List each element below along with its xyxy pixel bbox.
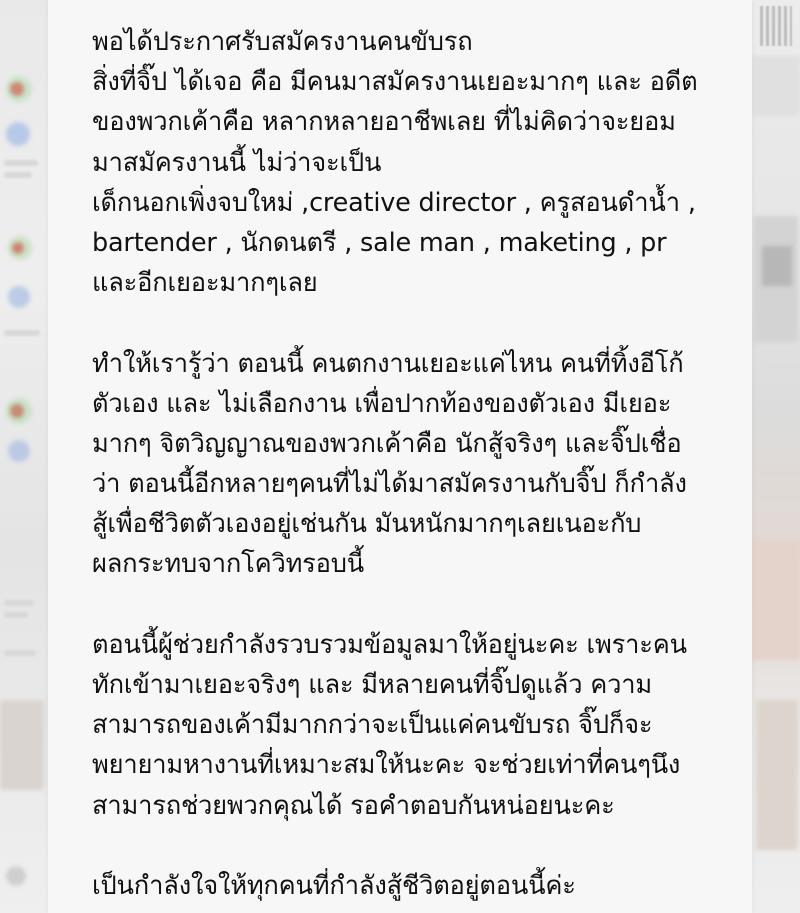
note-line: สิ่งที่จิ๊ป ได้เจอ คือ มีคนมาสมัครงานเยอะมากๆ และ อดีต — [92, 67, 698, 98]
background-text-bar — [4, 160, 38, 166]
note-body — [92, 22, 742, 906]
avatar-icon — [8, 440, 30, 462]
paragraph-gap — [92, 585, 742, 625]
note-line: bartender , นักดนตรี , sale man , maketing , pr — [92, 227, 667, 258]
note-line: ตัวเอง และ ไม่เลือกงาน เพื่อปากท้องของตัวเอง มีเยอะ — [92, 388, 672, 419]
background-image-block — [752, 56, 800, 116]
note-line: สามารถของเค้ามีมากกว่าจะเป็นแค่คนขับรถ จิ๊ปก็จะ — [92, 710, 653, 741]
qr-code-icon — [760, 6, 792, 46]
background-text-bar — [4, 172, 32, 178]
paragraph-gap — [92, 303, 742, 343]
note-line: สู้เพื่อชีวิตตัวเองอยู่เช่นกัน มันหนักมากๆเลยเนอะกับ — [92, 509, 642, 540]
note-line: เป็นกำลังใจให้ทุกคนที่กำลังสู้ชีวิตอยู่ตอนนี้ค่ะ — [92, 870, 576, 901]
note-line: มาสมัครงานนี้ ไม่ว่าจะเป็น — [92, 147, 382, 178]
note-line: และอีกเยอะมากๆเลย — [92, 268, 318, 299]
background-text-bar — [4, 330, 40, 336]
note-line: พยายามหางานที่เหมาะสมให้นะคะ จะช่วยเท่าที่คนๆนึง — [92, 750, 681, 781]
note-line: ทำให้เรารู้ว่า ตอนนี้ คนตกงานเยอะแค่ไหน คนที่ทิ้งอีโก้ — [92, 348, 684, 379]
note-line: สามารถช่วยพวกคุณได้ รอคำตอบกันหน่อยนะคะ — [92, 790, 615, 821]
paragraph-gap — [92, 826, 742, 866]
avatar-icon — [6, 122, 30, 146]
note-line: มากๆ จิตวิญญาณของพวกเค้าคือ นักสู้จริงๆ และจิ๊ปเชื่อ — [92, 428, 682, 459]
note-line: เด็กนอกเพิ่งจบใหม่ ,creative director , ครูสอนดำน้ำ , — [92, 187, 696, 218]
background-image-block — [762, 246, 792, 286]
avatar-icon — [8, 286, 30, 308]
note-line: ทักเข้ามาเยอะจริงๆ และ มีหลายคนที่จิ๊ปดูแล้ว ความ — [92, 670, 652, 700]
background-image-block — [752, 540, 800, 660]
background-feed-left — [0, 0, 48, 913]
background-image-block — [756, 700, 798, 850]
background-text-bar — [4, 612, 28, 618]
background-text-bar — [4, 600, 34, 606]
avatar-icon — [6, 866, 26, 886]
note-line: ของพวกเค้าคือ หลากหลายอาชีพเลย ที่ไม่คิดว่าจะยอม — [92, 107, 676, 138]
avatar-icon — [10, 82, 24, 96]
note-line: ว่า ตอนนี้อีกหลายๆคนที่ไม่ได้มาสมัครงานกับจิ๊ป ก็กำลัง — [92, 469, 687, 500]
background-feed-right — [752, 0, 800, 913]
note-line: ผลกระทบจากโควิทรอบนี้ — [92, 549, 365, 580]
avatar-icon — [12, 242, 24, 254]
note-line: พอได้ประกาศรับสมัครงานคนขับรถ — [92, 27, 473, 57]
background-photo — [0, 700, 44, 790]
background-text-bar — [4, 650, 36, 656]
note-line: ตอนนี้ผู้ช่วยกำลังรวบรวมข้อมูลมาให้อยู่นะคะ เพราะคน — [92, 629, 687, 660]
avatar-icon — [10, 404, 24, 418]
